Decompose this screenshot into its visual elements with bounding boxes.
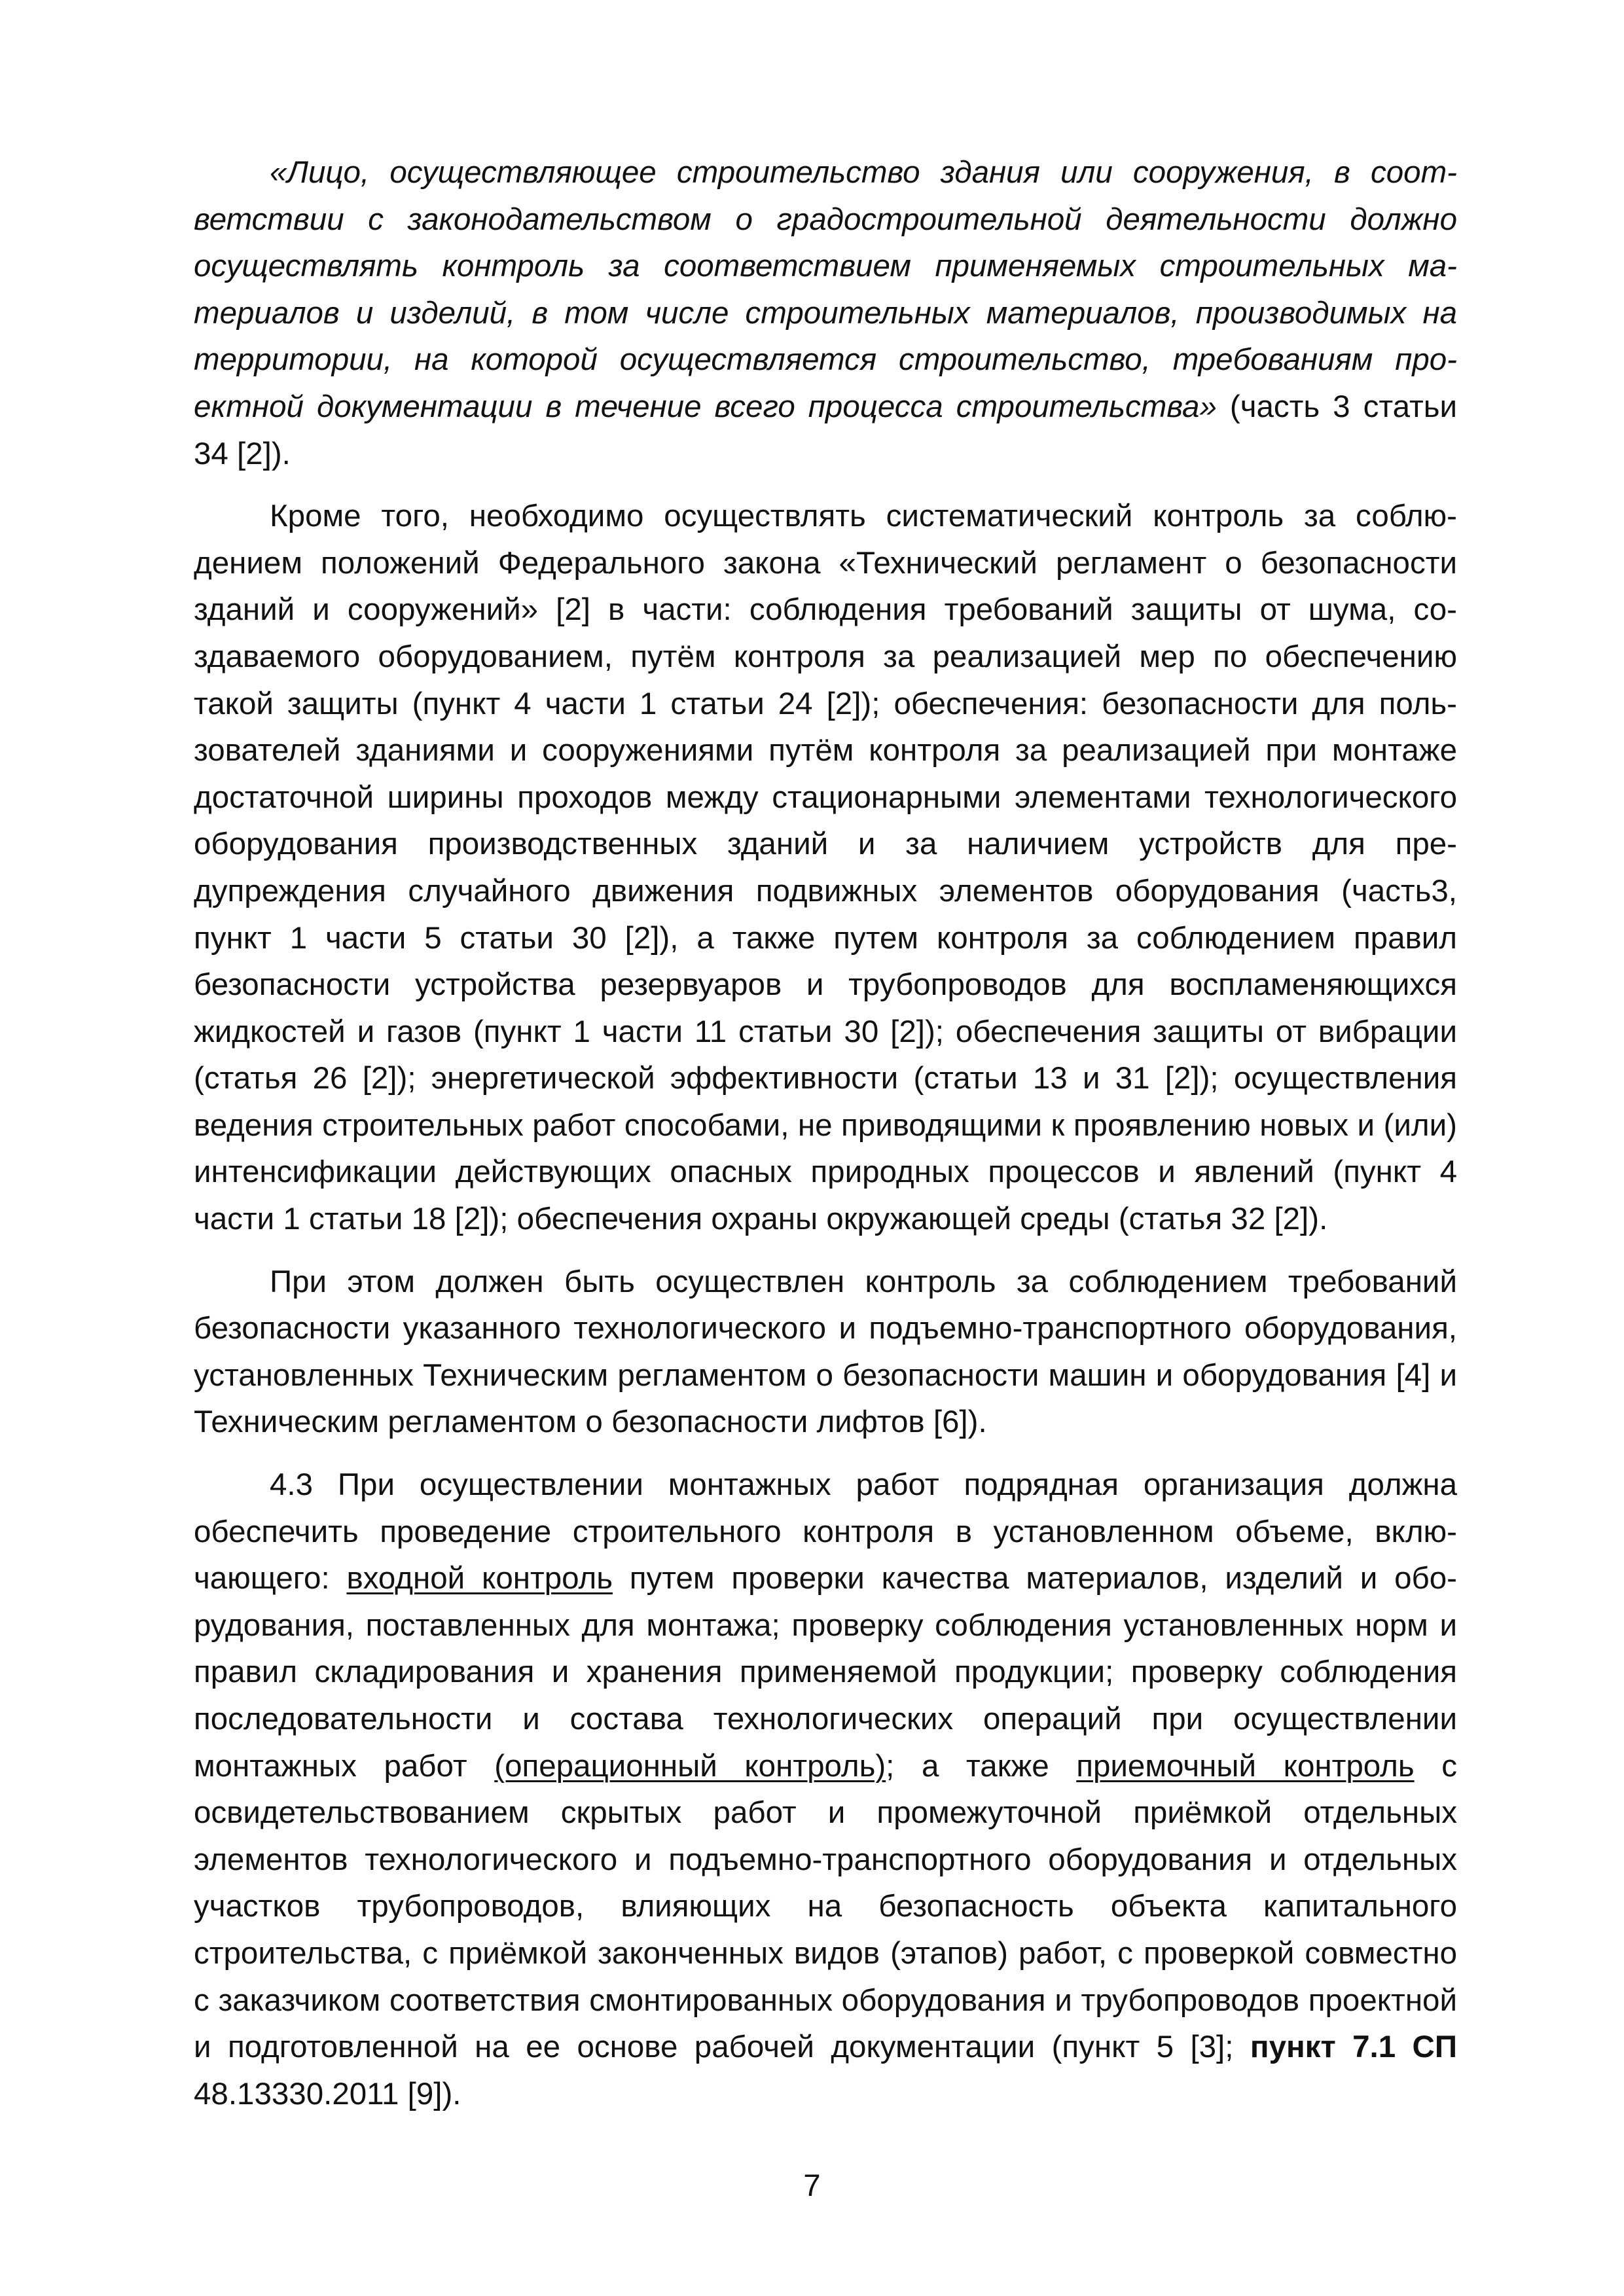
quote-reference: (часть 3 статьи 34 [2]). [194, 389, 1457, 471]
paragraph-equipment-safety: При этом должен быть осуществлен контроль за соблюдением требований безопасности указанного технологического и подъемно-транспортного оборудования, установленных Техническим регламентом о безопасности машин и оборудования [4] и Техническим регламентом о безопасности лифтов [6]). [194, 1264, 1457, 1440]
document-page [194, 149, 1457, 2133]
input-control-term: входной контроль [346, 1561, 613, 1596]
acceptance-control-term: приемочный контроль [1076, 1748, 1415, 1784]
paragraph-control-requirements: Кроме того, необходимо осуществлять систематический контроль за соблюдением положений Федерального закона «Технический регламент о безопасности зданий и сооружений» [2] в части: соблюдения требований защиты от шума, создаваемого оборудованием, путём контроля за реализацией мер по обеспечению такой защиты (пункт 4 части 1 статьи 24 [2]); обеспечения: безопасности для пользователей зданиями и сооружениями путём контроля за реализацией при монтаже достаточной ширины проходов между стационарными элементами технологического оборудования производственных зданий и за наличием устройств для предупреждения случайного движения подвижных элементов оборудования (часть3, пункт 1 части 5 статьи 30 [2]), а также путем контроля за соблюдением правил безопасности устройства резервуаров и трубопроводов для воспламеняющихся жидкостей и газов (пункт 1 части 11 статьи 30 [2]); обеспечения защиты от вибрации (статья 26 [2]); энергетической эффективности (статьи 13 и 31 [2]); осуществления ведения строительных работ способами, не приводящими к проявлению новых и (или) интенсификации действующих опасных природных процессов и явлений (пункт 4 части 1 статьи 18 [2]); обеспечения охраны окружающей среды (статья 32 [2]). [194, 499, 1457, 1237]
quote-text: «Лицо, осуществляющее строительство здания или сооружения, в соответствии с законодательством о градостроительной деятельности должно осуществлять контроль за соответствием применяемых строительных материалов и изделий, в том числе строительных материалов, производимых на территории, на которой осуществляется строительство, требованиям проектной документации в течение всего процесса строительства» [194, 155, 1457, 424]
operational-control-term: (операционный контроль) [494, 1748, 886, 1784]
section-4-3-text-5: 48.13330.2011 [9]). [194, 2076, 461, 2111]
sp-reference: пункт 7.1 СП [1250, 2030, 1458, 2065]
page-number: 7 [803, 2168, 821, 2203]
section-4-3-text-3: ; а также [886, 1748, 1077, 1784]
paragraph-section-4-3 [194, 1462, 1457, 2117]
section-4-3-text-1: 4.3 При осуществлении монтажных работ подрядная организация должна обеспечить проведение строительного контроля в установленном объеме, включающего: [194, 1467, 1457, 1596]
quote-paragraph [194, 149, 1457, 477]
section-4-3-text-4: с освидетельствованием скрытых работ и промежуточной приёмкой отдельных элементов технологического и подъемно-транспортного оборудования и отдельных участков трубопроводов, влияющих на безопасность объекта капитального строительства, с приёмкой законченных видов (этапов) работ, с проверкой совместно с заказчиком соответствия смонтированных оборудования и трубопроводов проектной и подготовленной на ее основе рабочей документации (пункт 5 [3]; [194, 1748, 1457, 2065]
section-4-3-text-2: путем проверки качества материалов, изделий и оборудования, поставленных для монтажа; проверку соблюдения установленных норм и правил складирования и хранения применяемой продукции; проверку соблюдения последовательности и состава технологических операций при осуществлении монтажных работ [194, 1561, 1457, 1784]
